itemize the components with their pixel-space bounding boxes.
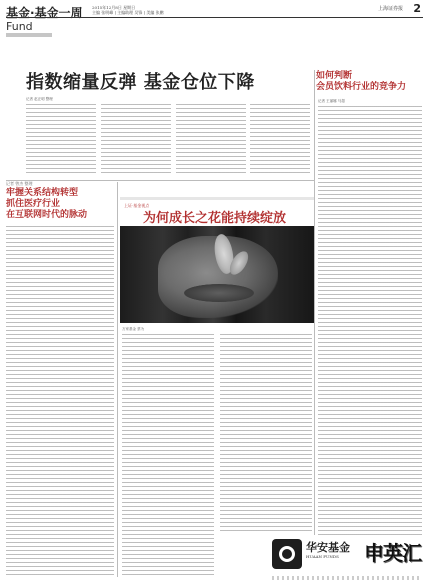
side-headline: 牢握关系结构转型 抓住医疗行业 在互联网时代的脉动	[6, 188, 88, 220]
section-divider	[6, 180, 314, 181]
feature-headline: 为何成长之花能持续绽放	[143, 211, 287, 226]
masthead	[0, 0, 429, 60]
logo-en: HUAAN FUNDS	[306, 554, 339, 559]
section-title: 基金·基金一周	[6, 6, 83, 20]
column-divider-left	[117, 182, 118, 577]
date-line-2: 主编 张明峰 | 主编助理 吴锋 | 美编 张鹏	[92, 10, 164, 15]
logo-cn: 华安基金	[306, 541, 350, 554]
logo-big-text: 申英汇	[364, 541, 421, 565]
side-byline: 记者 曾杰 整理	[6, 181, 33, 186]
feature-title-bar	[120, 197, 314, 200]
right-headline: 如何判断 会员饮料行业的竞争力	[316, 71, 407, 92]
feature-col-1	[122, 334, 214, 576]
column-divider-right	[314, 70, 315, 535]
masthead-rule	[6, 17, 423, 18]
advert-pattern	[272, 576, 422, 580]
main-col-4	[250, 104, 310, 176]
right-article-text	[318, 106, 422, 536]
logo-mark-icon	[272, 539, 302, 569]
main-col-2	[101, 104, 171, 176]
brand-name: 上海证券报	[377, 6, 403, 12]
fund-label: Fund	[6, 20, 33, 33]
feature-image	[120, 226, 314, 323]
side-article-text	[6, 226, 114, 576]
main-col-1	[26, 104, 96, 176]
soil-shape	[184, 284, 254, 302]
main-headline: 指数缩量反弹 基金仓位下降	[26, 72, 255, 93]
advert-logo	[272, 537, 422, 577]
feature-col-2	[220, 334, 312, 534]
date-line	[92, 5, 164, 15]
fund-tick-bar	[6, 33, 52, 37]
date-line-1: 2015年12月8日 星期日	[92, 5, 136, 10]
main-col-3	[176, 104, 246, 176]
page-number: 2	[413, 2, 421, 15]
feature-kicker: 上证·基金视点	[124, 203, 150, 208]
right-byline: 记者 王丽娜 马超	[318, 99, 345, 103]
main-byline: 记者 赵正明 整理	[26, 97, 53, 101]
feature-byline: 万家基金 蔡为	[122, 327, 145, 331]
